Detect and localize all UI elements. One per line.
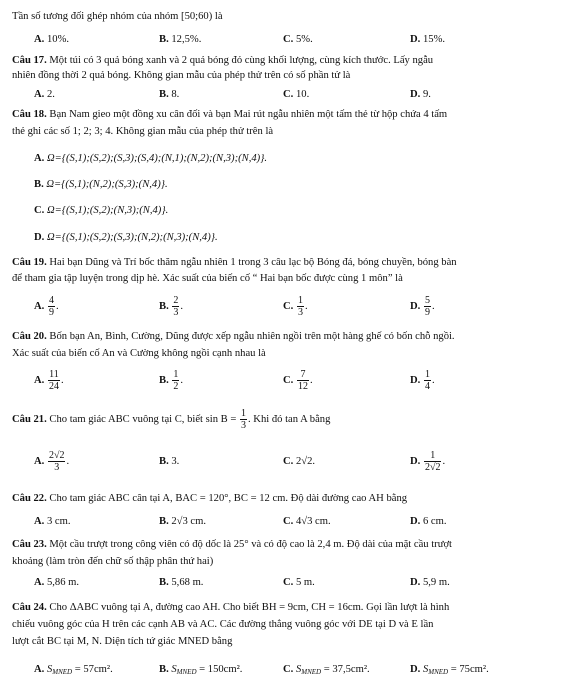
q24-option-a[interactable]: A. $S_{MNED} = 57cm^2$. [34,664,113,676]
q18-stem-line1: Câu 18. Bạn Nam gieo một đồng xu cân đối và bạn Mai rút ngẫu nhiên một tấm thẻ từ hộp chứa 4 tấm [12,109,448,120]
q17-option-c[interactable]: C. 10. [283,89,310,100]
q22-option-b[interactable]: B. 2√3 cm. [159,516,207,527]
q20-option-b[interactable]: B. $\frac{1}{2}$ . [159,369,184,392]
q24-stem-line2: chiếu vuông góc của H trên các cạnh AB và AC. Các đường thẳng vuông góc với DE tại D và E lần [12,619,434,630]
q23-option-c[interactable]: C. 5 m. [283,577,315,588]
q24-stem-line1: Câu 24. Cho ΔABC vuông tại A, đường cao AH. Cho biết BH = 9cm, CH = 16cm. Gọi lần lượt là hình [12,602,450,613]
q21-options [34,450,554,476]
q24-option-b[interactable]: B. $S_{MNED} = 150cm^2$. [159,664,243,676]
q18-option-d[interactable]: D. Ω={(S,1);(S,2);(S,3);(N,2);(N,3);(N,4)}. [34,232,218,243]
q24-option-c[interactable]: C. $S_{MNED} = 37,5cm^2$. [283,664,370,676]
q17-option-a[interactable]: A. 2. [34,89,55,100]
q24-option-d[interactable]: D. $S_{MNED} = 75cm^2$. [410,664,489,676]
q23-option-d[interactable]: D. 5,9 m. [410,577,450,588]
q16-options [34,34,554,49]
q19-option-d[interactable]: D. $\frac{5}{9}$ . [410,295,435,318]
q17-option-b[interactable]: B. 8. [159,89,180,100]
q20-options [34,369,554,395]
q17-option-d[interactable]: D. 9. [410,89,431,100]
q22-option-d[interactable]: D. 6 cm. [410,516,447,527]
q23-options [34,577,554,592]
q22-option-c[interactable]: C. 4√3 cm. [283,516,331,527]
q20-option-c[interactable]: C. $\frac{7}{12}$ . [283,369,313,392]
q21-option-b[interactable]: B. 3. [159,456,180,467]
q19-option-c[interactable]: C. $\frac{1}{3}$ . [283,295,308,318]
q20-option-d[interactable]: D. $\frac{1}{4}$ . [410,369,435,392]
q18-option-a[interactable]: A. Ω={(S,1);(S,2);(S,3);(S,4);(N,1);(N,2);(N,3);(N,4)}. [34,153,268,164]
q21-option-d[interactable]: D. $\frac{1}{2√2}$ . [410,450,446,473]
q19-stem-line1: Câu 19. Hai bạn Dũng và Trí bốc thăm ngẫu nhiên 1 trong 3 câu lạc bộ Bóng đá, bóng chuyền, bóng bàn [12,257,457,268]
q16-option-c[interactable]: C. 5%. [283,34,313,45]
q17-stem-line1: Câu 17. Một túi có 3 quả bóng xanh và 2 quả bóng đỏ cùng khối lượng, cùng kích thước. Lấy ngẫu [12,55,434,66]
q19-options [34,295,554,321]
q22-option-a[interactable]: A. 3 cm. [34,516,71,527]
q16-option-d[interactable]: D. 15%. [410,34,446,45]
q19-option-b[interactable]: B. $\frac{2}{3}$ . [159,295,184,318]
q20-stem-line2: Xác suất của biến cố An và Cường không ngồi cạnh nhau là [12,348,266,359]
q18-option-b[interactable]: B. Ω={(S,1);(N,2);(S,3);(N,4)}. [34,179,168,190]
q21-option-c[interactable]: C. 2√2. [283,456,316,467]
q18-option-c[interactable]: C. Ω={(S,1);(S,2);(N,3);(N,4)}. [34,205,169,216]
q23-stem-line2: khoảng (làm tròn đến chữ số thập phân thứ hai) [12,556,214,567]
q23-stem-line1: Câu 23. Một cầu trượt trong công viên có độ dốc là 25° và có độ cao là 2,4 m. Độ dài của mặt cầu trượt [12,539,452,550]
q20-stem-line1: Câu 20. Bốn bạn An, Bình, Cường, Dũng được xếp ngẫu nhiên ngồi trên một hàng ghế có bốn chỗ ngồi. [12,331,455,342]
q20-option-a[interactable]: A. $\frac{11}{24}$ . [34,369,64,392]
q21-option-a[interactable]: A. $\frac{2√2}{3}$ . [34,450,70,473]
q23-option-b[interactable]: B. 5,68 m. [159,577,204,588]
q21-stem: Câu 21. Cho tam giác ABC vuông tại C, biết sin B = $\frac{1}{3}$ . Khi đó tan A bằng [12,408,331,432]
intro-text: Tần số tương đối ghép nhóm của nhóm [50;60) là [12,11,223,22]
q23-option-a[interactable]: A. 5,86 m. [34,577,80,588]
q19-stem-line2: để tham gia tập luyện trong dịp hè. Xác suất của biến cố “ Hai bạn bốc được cùng 1 môn” là [12,273,403,284]
q17-stem-line2: nhiên đồng thời 2 quả bóng. Không gian mẫu của phép thử trên có số phần tử là [12,70,351,81]
q16-option-a[interactable]: A. 10%. [34,34,70,45]
q24-stem-line3: lượt cắt BC tại M, N. Diện tích tứ giác MNED bằng [12,636,233,647]
q24-options [34,664,554,679]
q16-option-b[interactable]: B. 12,5%. [159,34,202,45]
q17-options [34,89,554,104]
q22-stem: Câu 22. Cho tam giác ABC cân tại A, BAC = 120°, BC = 12 cm. Độ dài đường cao AH bằng [12,493,408,504]
q19-option-a[interactable]: A. $\frac{4}{9}$ . [34,295,59,318]
q22-options [34,516,554,531]
q18-stem-line2: thẻ ghi các số 1; 2; 3; 4. Không gian mẫu của phép thử trên là [12,126,274,137]
